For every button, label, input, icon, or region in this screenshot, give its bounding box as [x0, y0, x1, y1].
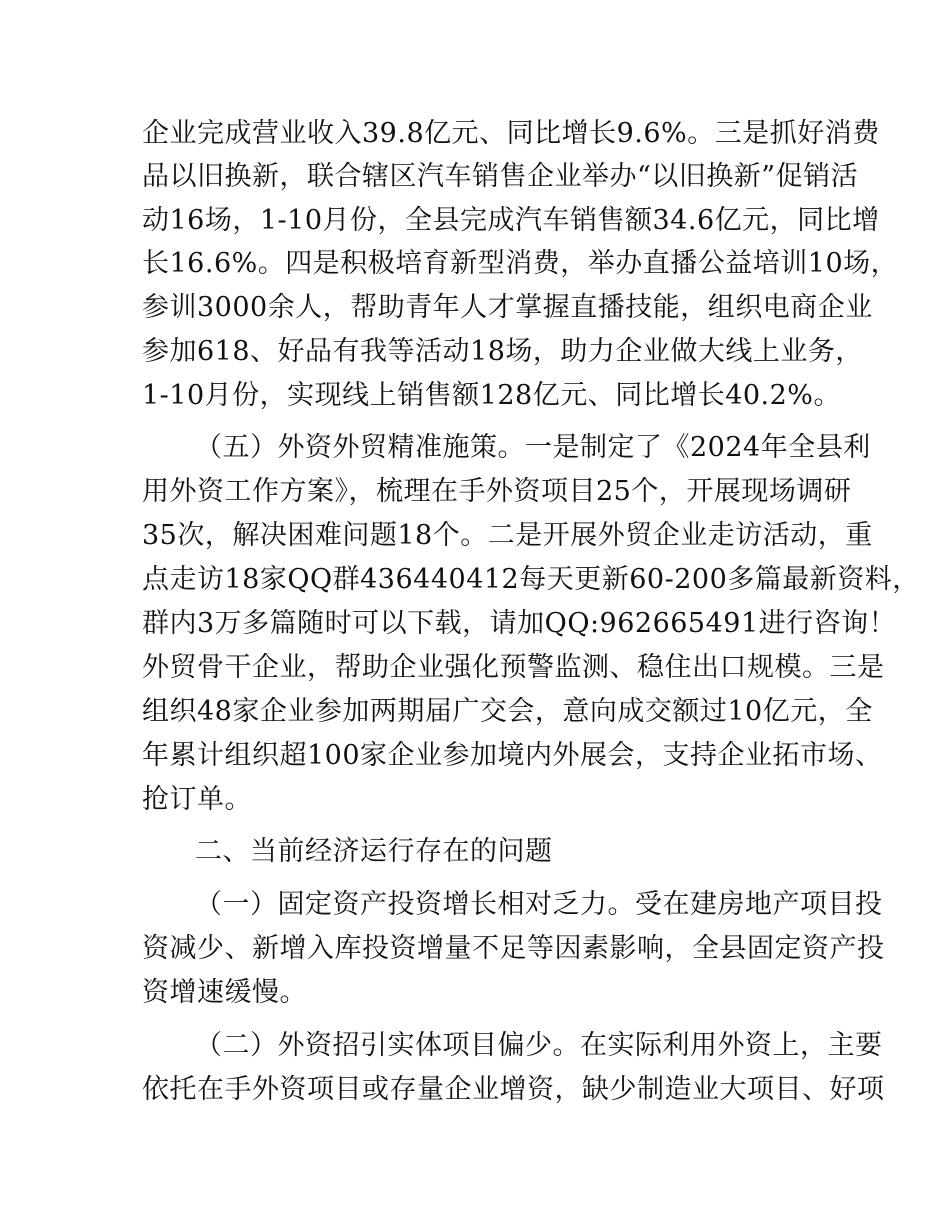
- text-line: 用外资工作方案》，梳理在手外资项目25个，开展现场调研: [142, 476, 852, 507]
- text-line: 参训3000余人，帮助青年人才掌握直播技能，组织电商企业: [142, 292, 873, 323]
- text-line: 群内3万多篇随时可以下载，请加QQ:962665491进行咨询！: [142, 608, 897, 639]
- text-line: 资增速缓慢。: [142, 977, 307, 1008]
- section-heading-line: （二）外资招引实体项目偏少。在实际利用外资上，主要: [195, 1030, 883, 1061]
- text-line: 组织48家企业参加两期届广交会，意向成交额过10亿元，全: [142, 696, 873, 727]
- text-line: 抢订单。: [142, 784, 252, 815]
- chapter-heading: 二、当前经济运行存在的问题: [195, 836, 553, 867]
- text-line: 企业完成营业收入39.8亿元、同比增长9.6%。三是抓好消费: [142, 118, 880, 149]
- section-heading-line: （一）固定资产投资增长相对乏力。受在建房地产项目投: [195, 889, 883, 920]
- text-line: 资减少、新增入库投资增量不足等因素影响，全县固定资产投: [142, 933, 885, 964]
- text-line: 品以旧换新，联合辖区汽车销售企业举办“以旧换新”促销活: [142, 161, 859, 192]
- text-line: 长16.6%。四是积极培育新型消费，举办直播公益培训10场，: [142, 248, 899, 279]
- section-heading-line: （五）外资外贸精准施策。一是制定了《2024年全县利: [195, 432, 871, 463]
- text-line: 35次，解决困难问题18个。二是开展外贸企业走访活动，重: [142, 520, 873, 551]
- text-line: 参加618、好品有我等活动18场，助力企业做大线上业务，: [142, 336, 863, 367]
- text-line: 1-10月份，实现线上销售额128亿元、同比增长40.2%。: [142, 380, 841, 411]
- text-line: 动16场，1-10月份，全县完成汽车销售额34.6亿元，同比增: [142, 205, 880, 236]
- text-line: 年累计组织超100家企业参加境内外展会，支持企业拓市场、: [142, 740, 883, 771]
- text-line: 依托在手外资项目或存量企业增资，缺少制造业大项目、好项: [142, 1074, 885, 1105]
- text-line: 点走访18家QQ群436440412每天更新60-200多篇最新资料，: [142, 564, 920, 595]
- text-line: 外贸骨干企业，帮助企业强化预警监测、稳住出口规模。三是: [142, 652, 885, 683]
